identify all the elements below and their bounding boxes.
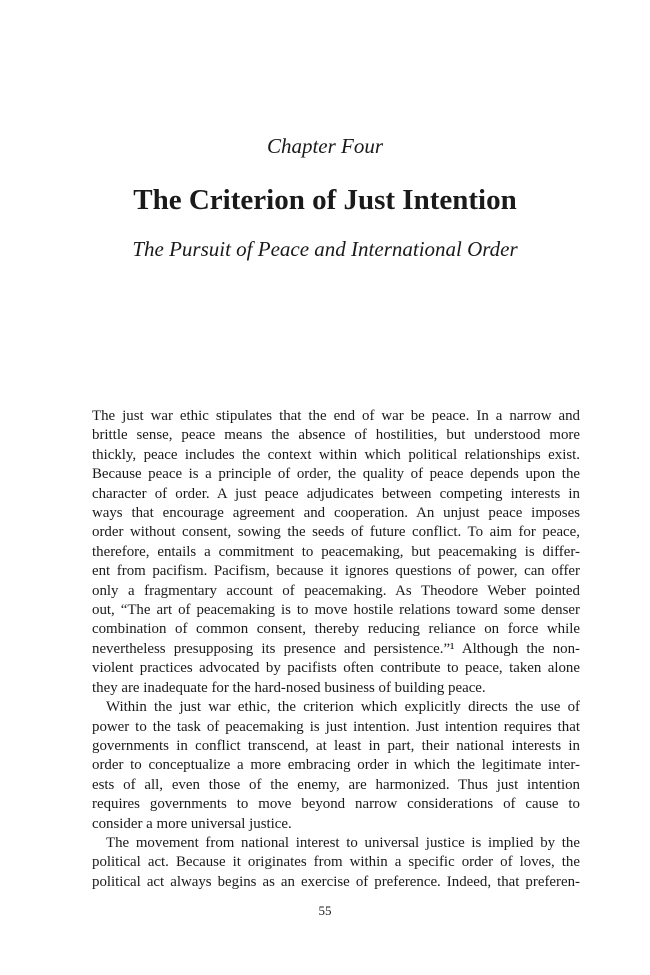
body-text xyxy=(92,407,580,892)
body-line: character of order. A just peace adjudicates between competing interests in xyxy=(92,485,580,502)
body-line: they are inadequate for the hard-nosed business of building peace. xyxy=(92,679,486,696)
body-line: brittle sense, peace means the absence of hostilities, but understood more xyxy=(92,427,580,444)
body-line: order to conceptualize a more embracing order in which the legitimate inter- xyxy=(92,757,580,774)
chapter-label: Chapter Four xyxy=(266,134,384,158)
page-number: 55 xyxy=(318,903,332,918)
body-line: out, “The art of peacemaking is to move hostile relations toward some denser xyxy=(92,602,580,619)
body-line: combination of common consent, thereby reducing reliance on force while xyxy=(92,621,580,638)
chapter-subtitle: The Pursuit of Peace and International Order xyxy=(132,237,518,261)
chapter-title: The Criterion of Just Intention xyxy=(133,184,517,216)
body-line: only a fragmentary account of peacemaking. As Theodore Weber pointed xyxy=(92,582,580,599)
body-line: consider a more universal justice. xyxy=(92,815,292,832)
body-line: violent practices advocated by pacifists often contribute to peace, taken alone xyxy=(92,660,580,677)
body-line: ent from pacifism. Pacifism, because it ignores questions of power, can offer xyxy=(92,563,580,580)
body-line: Because peace is a principle of order, the quality of peace depends upon the xyxy=(92,466,580,483)
body-line: political act always begins as an exercise of preference. Indeed, that preferen- xyxy=(92,873,580,890)
body-line: The movement from national interest to universal justice is implied by the xyxy=(106,834,580,851)
body-line: Within the just war ethic, the criterion which explicitly directs the use of xyxy=(106,699,580,716)
body-line: therefore, entails a commitment to peacemaking, but peacemaking is differ- xyxy=(92,543,580,560)
body-line: The just war ethic stipulates that the end of war be peace. In a narrow and xyxy=(92,408,580,424)
body-line: governments in conflict transcend, at least in part, their national interests in xyxy=(92,737,580,754)
body-line: requires governments to move beyond narrow considerations of cause to xyxy=(92,796,580,813)
body-line: ests of all, even those of the enemy, are harmonized. Thus just intention xyxy=(92,776,580,793)
body-line: ways that encourage agreement and cooperation. An unjust peace imposes xyxy=(92,505,580,522)
body-line: political act. Because it originates from within a specific order of loves, the xyxy=(92,854,580,871)
body-line: nevertheless presupposing its presence and persistence.”¹ Although the non- xyxy=(92,640,580,657)
body-line: order without consent, sowing the seeds of future conflict. To aim for peace, xyxy=(92,524,580,541)
body-line: thickly, peace includes the context within which political relationships exist. xyxy=(92,446,580,463)
body-line: power to the task of peacemaking is just intention. Just intention requires that xyxy=(92,718,580,735)
